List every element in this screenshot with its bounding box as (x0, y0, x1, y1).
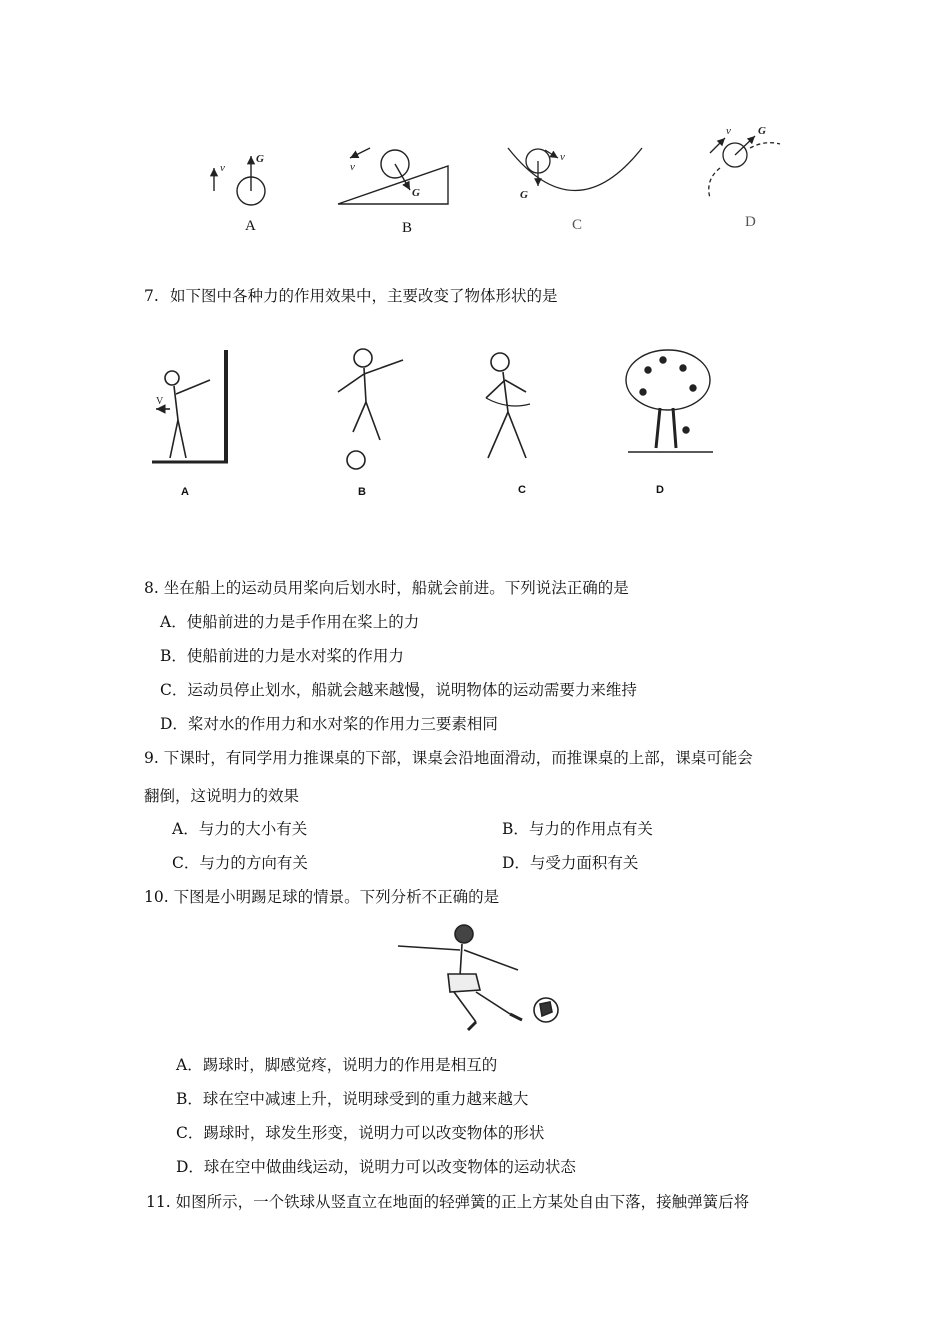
q8-option-b: B．使船前进的力是水对桨的作用力 (160, 647, 404, 665)
q9-option-c: C．与力的方向有关 (172, 854, 308, 872)
q6-figure (190, 118, 800, 248)
soccer-player-illustration (390, 918, 565, 1040)
q6-label-c: C (572, 217, 583, 233)
q7-label-b: B (358, 486, 366, 498)
q8-option-c: C．运动员停止划水，船就会越来越慢，说明物体的运动需要力来维持 (160, 681, 637, 699)
q6-a-v-label: v (220, 162, 225, 174)
q7-label-a: A (181, 486, 189, 498)
q7-label-c: C (518, 484, 526, 496)
q7-stem: 如下图中各种力的作用效果中，主要改变了物体形状的是 (170, 287, 558, 305)
q8-stem: 8. 坐在船上的运动员用桨向后划水时，船就会前进。下列说法正确的是 (144, 579, 629, 597)
q6-a-g-label: G (256, 153, 264, 165)
q10-option-c: C．踢球时，球发生形变，说明力可以改变物体的形状 (176, 1124, 545, 1142)
q6-b-v-label: v (350, 161, 355, 173)
q6-diagram-d (709, 136, 780, 198)
q10-figure (390, 918, 565, 1040)
q7-label-d: D (656, 484, 664, 496)
q7-a-velocity-label: V (156, 396, 164, 407)
q6-c-v-label: v (560, 151, 565, 163)
q7-number: 7. (144, 287, 159, 305)
q6-diagrams (190, 118, 800, 248)
q10-option-b: B．球在空中减速上升，说明球受到的重力越来越大 (176, 1090, 529, 1108)
q7-figure-b (338, 349, 403, 469)
q9-stem-line1: 9. 下课时，有同学用力推课桌的下部，课桌会沿地面滑动，而推课桌的上部，课桌可能会 (144, 749, 753, 767)
q6-diagram-c (508, 148, 642, 191)
q7-figure-d (626, 350, 713, 452)
q11-stem: 11. 如图所示，一个铁球从竖直立在地面的轻弹簧的正上方某处自由下落，接触弹簧后将 (146, 1193, 750, 1211)
q7-figure (148, 340, 718, 470)
q6-label-a: A (245, 218, 256, 234)
q9-option-d: D．与受力面积有关 (502, 854, 639, 872)
q6-c-g-label: G (520, 189, 528, 201)
q6-label-b: B (402, 220, 413, 236)
q10-stem: 10. 下图是小明踢足球的情景。下列分析不正确的是 (144, 888, 500, 906)
q6-b-g-label: G (412, 187, 420, 199)
q8-option-a: A．使船前进的力是手作用在桨上的力 (160, 613, 420, 631)
q7-figure-a (152, 350, 228, 462)
q6-d-g-label: G (758, 125, 766, 137)
q9-stem-line2: 翻倒，这说明力的效果 (144, 787, 300, 805)
q6-d-v-label: v (726, 125, 731, 137)
q6-diagram-b (338, 148, 448, 204)
q9-option-a: A．与力的大小有关 (172, 820, 308, 838)
q9-option-b: B．与力的作用点有关 (502, 820, 653, 838)
q6-label-d: D (745, 214, 756, 230)
q10-option-a: A．踢球时，脚感觉疼，说明力的作用是相互的 (176, 1056, 498, 1074)
q7-illustrations (148, 340, 718, 470)
q10-option-d: D．球在空中做曲线运动，说明力可以改变物体的运动状态 (176, 1158, 576, 1176)
q8-option-d: D．桨对水的作用力和水对桨的作用力三要素相同 (160, 715, 498, 733)
q7-figure-c (486, 353, 530, 458)
